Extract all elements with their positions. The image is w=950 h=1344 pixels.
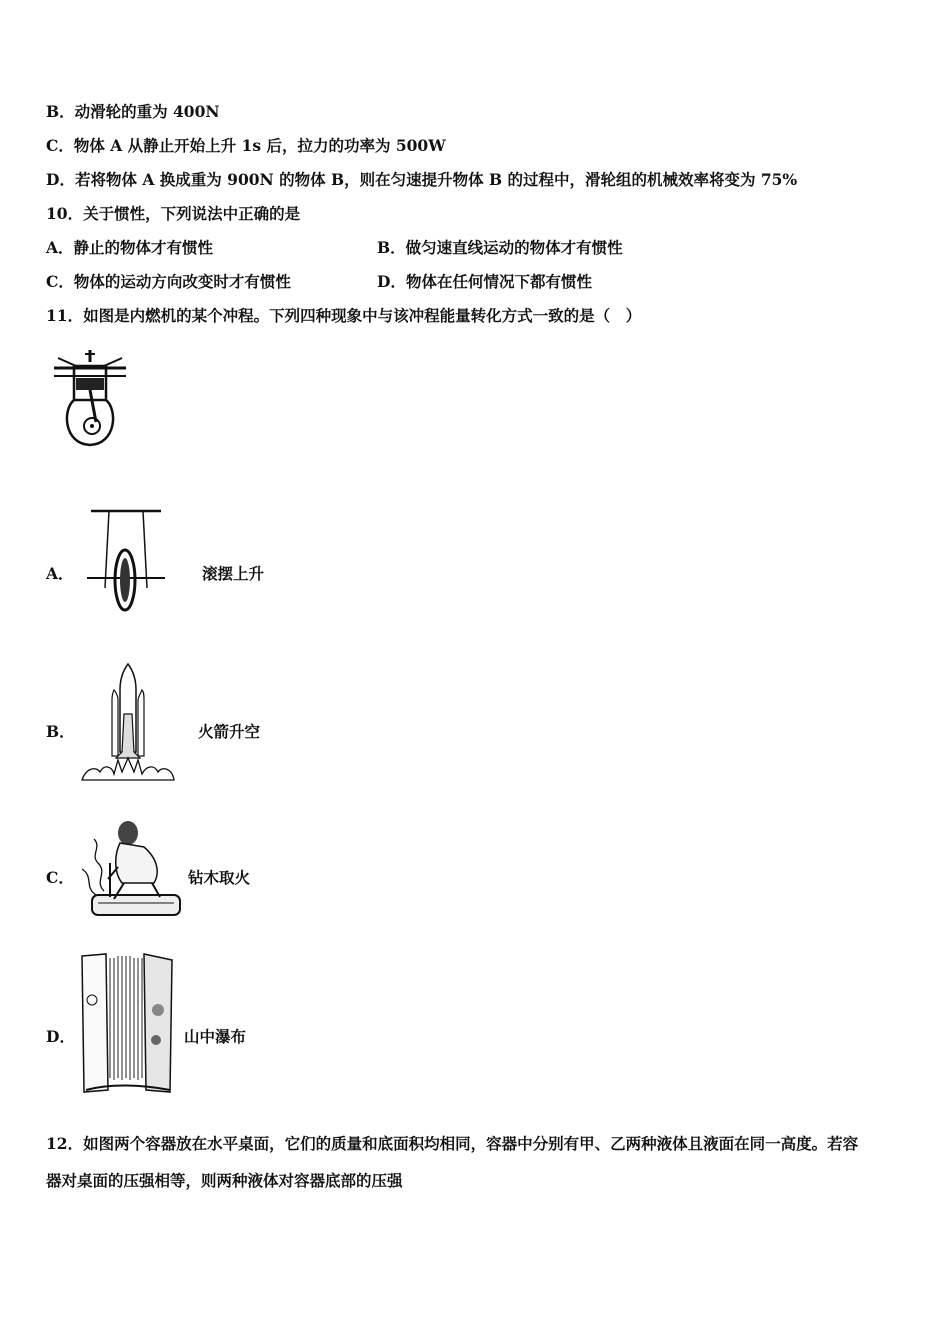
q11-option-d-caption: 山中瀑布 <box>184 1027 247 1046</box>
q12-stem-line2: 器对桌面的压强相等，则两种液体对容器底部的压强 <box>46 1171 403 1190</box>
q11-option-b-letter: B． <box>46 722 75 741</box>
q10-option-c: C．物体的运动方向改变时才有惯性 <box>46 272 291 291</box>
q11-option-d-letter: D． <box>46 1027 75 1046</box>
rocket-launch-figure <box>78 660 178 784</box>
q11-option-c-caption: 钻木取火 <box>188 868 251 887</box>
q10-stem: 10．关于惯性，下列说法中正确的是 <box>46 204 301 223</box>
q9-option-b: B．动滑轮的重为 400N <box>46 102 220 121</box>
maxwell-pendulum-figure <box>85 508 165 616</box>
q11-option-b-caption: 火箭升空 <box>198 722 261 741</box>
q10-option-b: B．做匀速直线运动的物体才有惯性 <box>377 238 623 257</box>
q10-option-a: A．静止的物体才有惯性 <box>46 238 214 257</box>
q9-option-c: C．物体 A 从静止开始上升 1s 后，拉力的功率为 500W <box>46 136 446 155</box>
q9-option-d: D．若将物体 A 换成重为 900N 的物体 B，则在匀速提升物体 B 的过程中，滑轮组的机械效率将变为 75% <box>46 170 798 189</box>
q11-option-a-caption: 滚摆上升 <box>202 564 265 583</box>
waterfall-figure <box>78 950 176 1096</box>
q11-option-a-letter: A． <box>46 564 74 583</box>
q11-stem: 11．如图是内燃机的某个冲程。下列四种现象中与该冲程能量转化方式一致的是（ ） <box>46 306 642 325</box>
q12-stem-line1: 12．如图两个容器放在水平桌面，它们的质量和底面积均相同，容器中分别有甲、乙两种液体且液面在同一高度。若容 <box>46 1134 859 1153</box>
engine-stroke-figure <box>52 348 128 450</box>
q10-option-d: D．物体在任何情况下都有惯性 <box>377 272 592 291</box>
q11-option-c-letter: C． <box>46 868 74 887</box>
drill-fire-figure <box>74 815 186 921</box>
